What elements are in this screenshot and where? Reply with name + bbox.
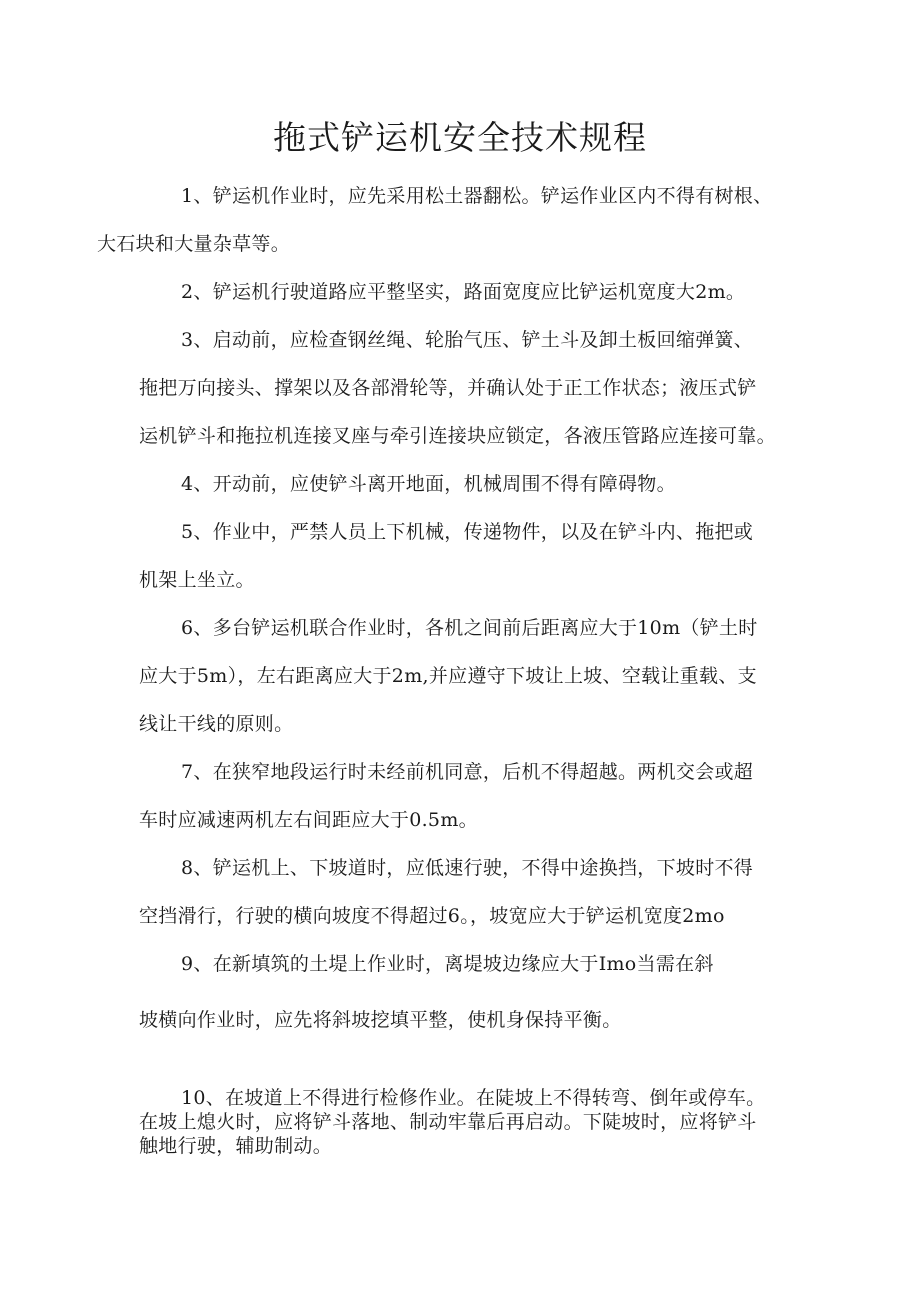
- paragraph-9: [139, 940, 799, 1044]
- paragraph-8: [139, 844, 799, 940]
- paragraph-line: 1、铲运机作业时，应先采用松土器翻松。铲运作业区内不得有树根、: [181, 185, 773, 207]
- paragraph-line: 大石块和大量杂草等。: [97, 233, 291, 255]
- document-body-end: [139, 1086, 799, 1158]
- paragraph-line: 机架上坐立。: [139, 569, 255, 591]
- paragraph-line: 应大于5m），左右距离应大于2m,并应遵守下坡让上坡、空载让重载、支: [139, 665, 757, 687]
- paragraph-line: 在坡上熄火时，应将铲斗落地、制动牢靠后再启动。下陡坡时，应将铲斗: [139, 1111, 757, 1133]
- paragraph-6: [139, 604, 799, 748]
- paragraph-5: [139, 508, 799, 604]
- page-title: 拖式铲运机安全技术规程: [273, 118, 647, 157]
- paragraph-line: 坡横向作业时，应先将斜坡挖填平整，使机身保持平衡。: [139, 1009, 622, 1031]
- paragraph-line: 3、启动前，应检查钢丝绳、轮胎气压、铲土斗及卸土板回缩弹簧、: [181, 329, 754, 351]
- paragraph-line: 2、铲运机行驶道路应平整坚实，路面宽度应比铲运机宽度大2m。: [181, 281, 746, 303]
- paragraph-1: [97, 172, 799, 268]
- paragraph-line: 4、开动前，应使铲斗离开地面，机械周围不得有障碍物。: [181, 473, 676, 495]
- paragraph-line: 7、在狭窄地段运行时未经前机同意，后机不得超越。两机交会或超: [181, 761, 754, 783]
- paragraph-line: 10、在坡道上不得进行检修作业。在陡坡上不得转弯、倒年或停车。: [181, 1087, 766, 1109]
- paragraph-4: [139, 460, 799, 508]
- paragraph-line: 拖把万向接头、撑架以及各部滑轮等，并确认处于正工作状态；液压式铲: [139, 377, 757, 399]
- paragraph-line: 运机铲斗和拖拉机连接叉座与牵引连接块应锁定，各液压管路应连接可靠。: [139, 425, 776, 447]
- paragraph-7: [139, 748, 799, 844]
- paragraph-2: [139, 268, 799, 316]
- paragraph-line: 空挡滑行，行驶的横向坡度不得超过6。，坡宽应大于铲运机宽度2mo: [139, 905, 725, 927]
- paragraph-line: 8、铲运机上、下坡道时，应低速行驶，不得中途换挡，下坡时不得: [181, 857, 754, 879]
- paragraph-3: [139, 316, 799, 460]
- paragraph-line: 触地行驶，辅助制动。: [139, 1135, 333, 1157]
- paragraph-line: 5、作业中，严禁人员上下机械，传递物件，以及在铲斗内、拖把或: [181, 521, 754, 543]
- document-body: [97, 172, 799, 1044]
- paragraph-line: 线让干线的原则。: [139, 713, 294, 735]
- paragraph-10: [139, 1086, 799, 1158]
- paragraph-line: 车时应减速两机左右间距应大于0.5m。: [139, 809, 478, 831]
- paragraph-line: 6、多台铲运机联合作业时，各机之间前后距离应大于10m（铲土时: [181, 617, 758, 639]
- paragraph-line: 9、在新填筑的土堤上作业时，离堤坡边缘应大于Imo当需在斜: [181, 953, 714, 975]
